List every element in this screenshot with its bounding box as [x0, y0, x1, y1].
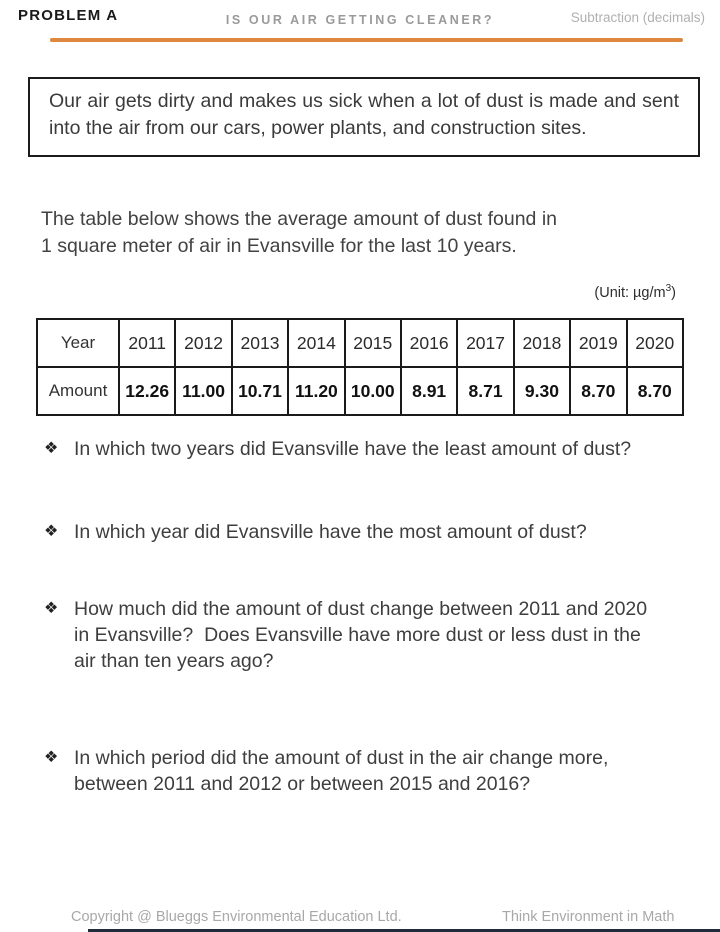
diamond-bullet-icon: ❖ [44, 749, 59, 766]
year-cell: 2011 [119, 319, 175, 367]
question-4-text: In which period did the amount of dust in the air change more, between 2011 and 2012 or between 2015 and 2016? [74, 747, 614, 795]
question-2-text: In which year did Evansville have the most amount of dust? [74, 521, 587, 543]
question-4 [44, 745, 666, 797]
description-line-2: 1 square meter of air in Evansville for the last 10 years. [41, 234, 517, 257]
question-1 [44, 436, 666, 462]
diamond-bullet-icon: ❖ [44, 523, 59, 540]
page-title: IS OUR AIR GETTING CLEANER? [225, 13, 495, 27]
question-2 [44, 519, 666, 545]
amount-cell: 8.70 [570, 367, 626, 415]
year-cell: 2012 [175, 319, 231, 367]
year-cell: 2019 [570, 319, 626, 367]
year-cell: 2016 [401, 319, 457, 367]
amount-cell: 9.30 [514, 367, 570, 415]
amount-cell: 10.71 [232, 367, 288, 415]
amount-cell: 8.91 [401, 367, 457, 415]
unit-suffix: ) [671, 284, 676, 301]
year-cell: 2013 [232, 319, 288, 367]
table-row-amounts [37, 367, 683, 415]
footer-tagline: Think Environment in Math [502, 909, 675, 925]
row-header-year: Year [37, 319, 119, 367]
year-cell: 2014 [288, 319, 344, 367]
topic-label: Subtraction (decimals) [570, 10, 705, 25]
amount-cell: 12.26 [119, 367, 175, 415]
intro-box [28, 77, 700, 157]
table-row-years [37, 319, 683, 367]
question-3-text: How much did the amount of dust change between 2011 and 2020 in Evansville? Does Evansville have more dust or less dust in the air than ten years ago? [74, 598, 653, 672]
question-1-text: In which two years did Evansville have the least amount of dust? [74, 438, 632, 460]
amount-cell: 11.00 [175, 367, 231, 415]
intro-text: Our air gets dirty and makes us sick when a lot of dust is made and sent into the air from our cars, power plants, and construction sites. [49, 90, 679, 139]
unit-superscript: 3 [665, 283, 672, 294]
footer-copyright: Copyright @ Blueggs Environmental Education Ltd. [71, 909, 402, 925]
row-header-amount: Amount [37, 367, 119, 415]
table-description [41, 206, 557, 259]
year-cell: 2020 [627, 319, 683, 367]
diamond-bullet-icon: ❖ [44, 440, 59, 457]
amount-cell: 10.00 [345, 367, 401, 415]
unit-label [594, 283, 676, 301]
dust-table [36, 318, 684, 416]
description-line-1: The table below shows the average amount of dust found in [41, 208, 557, 230]
problem-label: PROBLEM A [18, 7, 119, 24]
year-cell: 2018 [514, 319, 570, 367]
year-cell: 2017 [457, 319, 513, 367]
diamond-bullet-icon: ❖ [44, 600, 59, 617]
amount-cell: 8.70 [627, 367, 683, 415]
amount-cell: 8.71 [457, 367, 513, 415]
year-cell: 2015 [345, 319, 401, 367]
unit-prefix: (Unit: µg/m [594, 284, 666, 301]
question-3 [44, 596, 666, 674]
header-rule [50, 38, 683, 42]
amount-cell: 11.20 [288, 367, 344, 415]
